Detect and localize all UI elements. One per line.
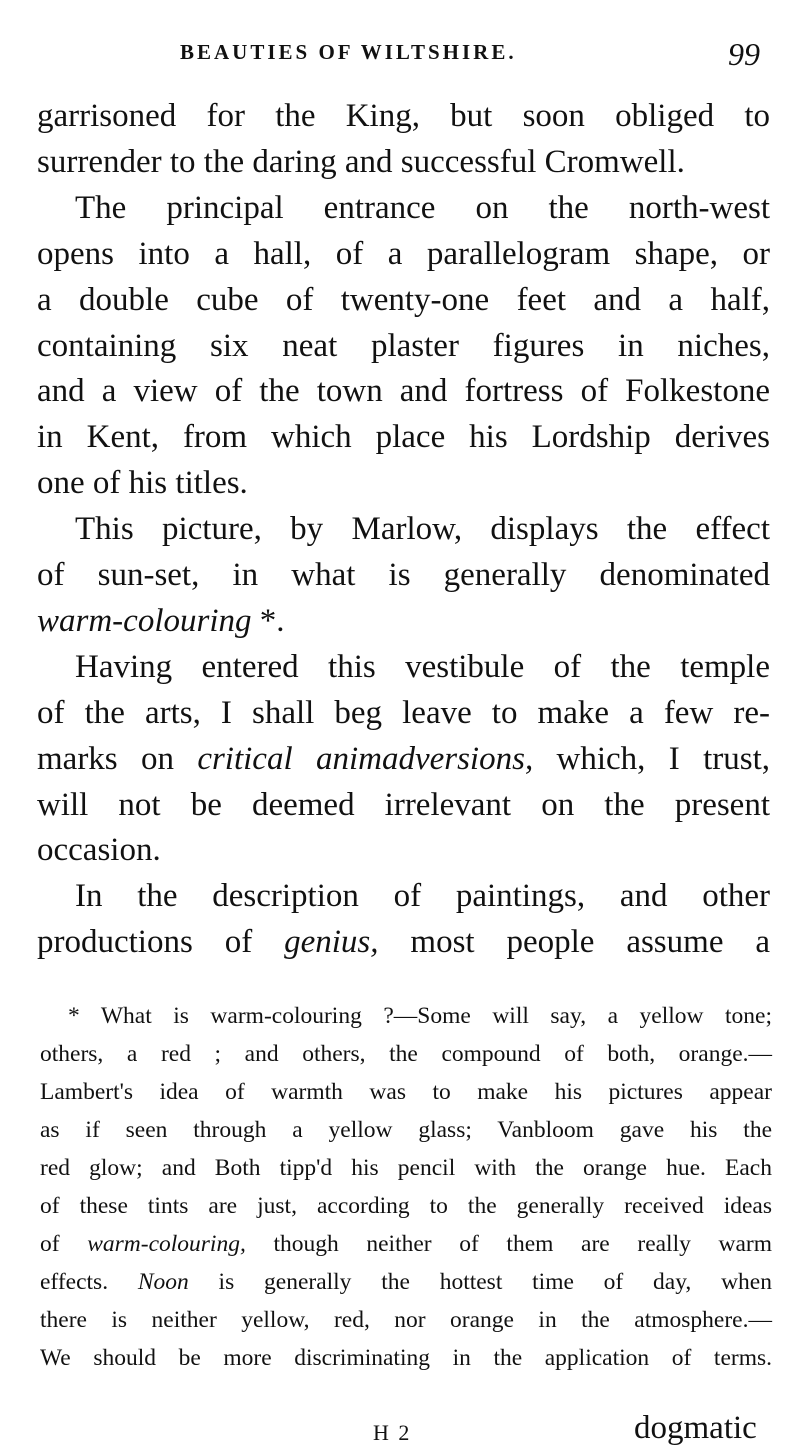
text-segment: marks on: [37, 740, 198, 777]
text-segment: *.: [251, 602, 285, 639]
text-segment: red glow; and Both tipp'd his pencil with the orange hue. Each: [40, 1155, 772, 1181]
text-line: [75, 190, 770, 227]
text-line: [68, 1003, 772, 1030]
text-line: [75, 511, 770, 548]
text-segment: as if seen through a yellow glass; Vanbloom gave his the: [40, 1117, 772, 1143]
text-line: [37, 787, 770, 824]
text-line: [37, 741, 770, 778]
italic-text: Noon: [137, 1269, 189, 1295]
catchword: dogmatic: [634, 1410, 757, 1446]
text-line: [40, 1117, 772, 1144]
signature-mark: H 2: [373, 1420, 412, 1445]
text-segment: In the description of paintings, and other: [75, 878, 770, 915]
text-segment: there is neither yellow, red, nor orange in the atmosphere.—: [40, 1307, 772, 1333]
text-line: [40, 1345, 772, 1372]
italic-text: genius,: [284, 924, 379, 961]
text-line: [37, 557, 770, 594]
page-number: 99: [728, 36, 760, 72]
italic-text: warm-colouring,: [87, 1231, 246, 1257]
text-line: [40, 1041, 772, 1068]
text-line: [40, 1155, 772, 1182]
text-segment: in Kent, from which place his Lordship derives: [37, 419, 770, 456]
text-segment: will not be deemed irrelevant on the present: [37, 786, 770, 823]
text-segment: We should be more discriminating in the application of terms.: [40, 1345, 772, 1371]
text-line: [37, 236, 770, 273]
text-line: [37, 98, 770, 135]
text-segment: one of his titles.: [37, 465, 248, 502]
text-segment: most people assume a: [378, 924, 771, 961]
text-segment: occasion.: [37, 832, 161, 869]
text-line: [37, 419, 770, 456]
text-segment: * What is warm-colouring ?—Some will say, a yellow tone;: [68, 1003, 772, 1029]
text-segment: which, I trust,: [533, 740, 770, 777]
text-segment: productions of: [37, 924, 285, 961]
text-segment: opens into a hall, of a parallelogram shape, or: [37, 235, 770, 272]
text-segment: Having entered this vestibule of the temple: [75, 648, 770, 685]
text-line: [40, 1269, 772, 1296]
text-line: [37, 144, 770, 181]
text-line: [37, 603, 770, 640]
text-line: [40, 1231, 772, 1258]
text-line: [75, 878, 770, 915]
text-segment: of the arts, I shall beg leave to make a few re-: [37, 694, 770, 731]
text-segment: containing six neat plaster figures in niches,: [37, 327, 770, 364]
text-line: [40, 1079, 772, 1106]
text-line: [37, 373, 770, 410]
text-segment: others, a red ; and others, the compound of both, orange.—: [40, 1041, 772, 1067]
text-line: [37, 282, 770, 319]
text-segment: This picture, by Marlow, displays the effect: [75, 511, 770, 548]
text-line: [37, 832, 770, 869]
text-segment: garrisoned for the King, but soon obliged to: [37, 98, 770, 134]
text-line: [40, 1307, 772, 1334]
text-segment: a double cube of twenty-one feet and a half,: [37, 281, 770, 318]
text-line: [75, 649, 770, 686]
text-segment: effects.: [40, 1269, 138, 1295]
italic-text: critical animadversions,: [197, 740, 534, 777]
text-line: [37, 695, 770, 732]
text-line: [37, 328, 770, 365]
text-segment: Lambert's idea of warmth was to make his pictures appear: [40, 1079, 772, 1105]
text-segment: The principal entrance on the north-west: [75, 189, 770, 226]
text-segment: surrender to the daring and successful Cromwell.: [37, 143, 685, 180]
text-segment: of these tints are just, according to the generally received ideas: [40, 1193, 772, 1219]
text-line: [40, 1193, 772, 1220]
italic-text: warm-colouring: [37, 602, 252, 639]
text-segment: of: [40, 1231, 88, 1257]
text-segment: is generally the hottest time of day, when: [188, 1269, 772, 1295]
running-title: BEAUTIES OF WILTSHIRE.: [180, 40, 517, 64]
text-line: [37, 465, 770, 502]
text-line: [37, 924, 770, 961]
text-segment: and a view of the town and fortress of Folkestone: [37, 373, 770, 410]
text-segment: though neither of them are really warm: [245, 1231, 772, 1257]
text-segment: of sun-set, in what is generally denominated: [37, 557, 770, 593]
